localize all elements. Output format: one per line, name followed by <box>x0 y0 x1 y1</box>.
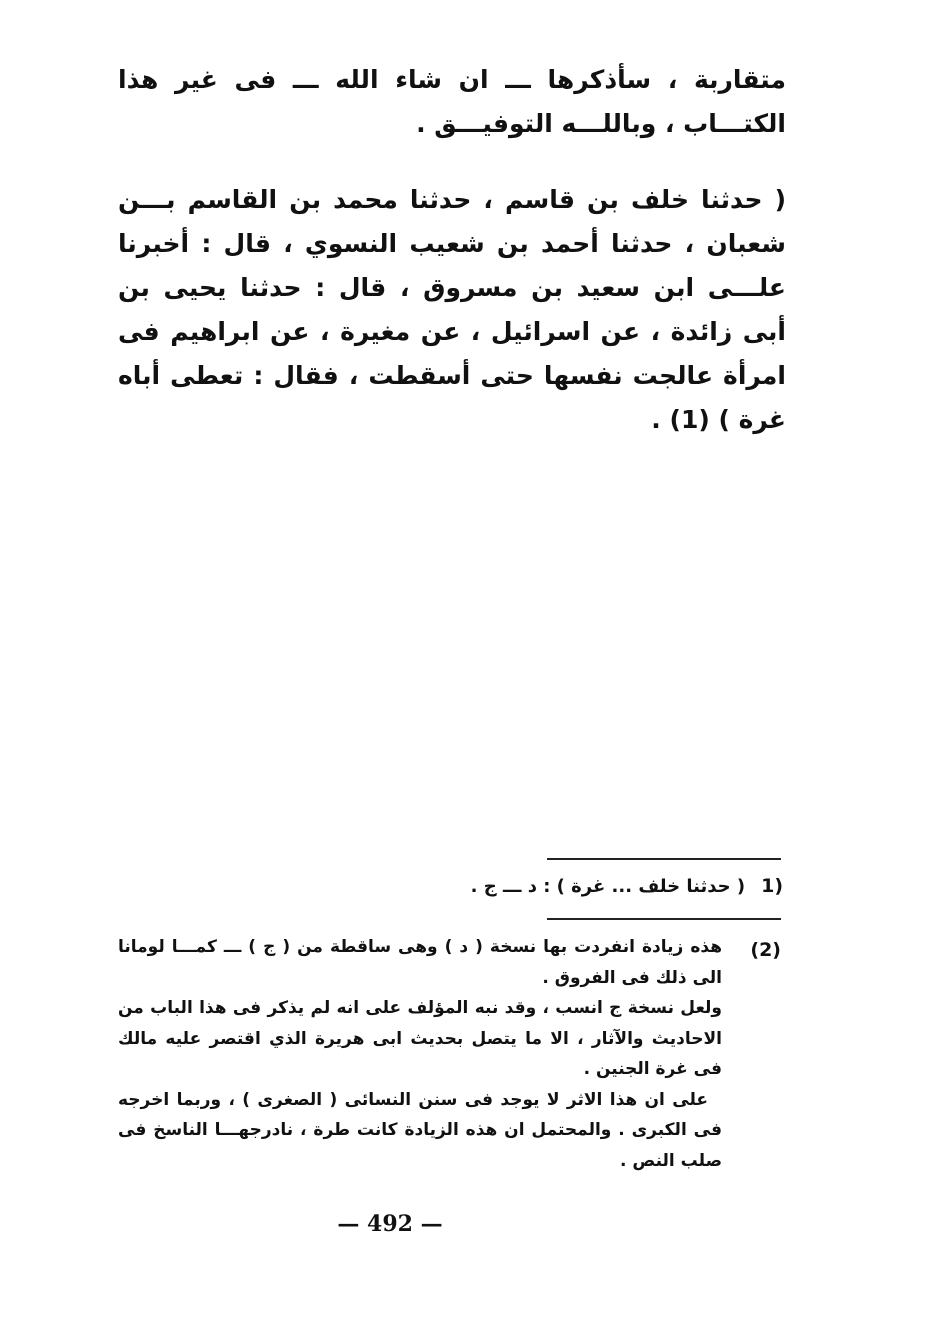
page-number: — 492 — <box>337 1211 443 1237</box>
footnote-1-text: ( حدثنا خلف ... غرة ) : د ـــ ج . <box>470 876 746 897</box>
footnote-2-line-3: على ان هذا الاثر لا يوجد فى سنن النسائى ( الصغرى ) ، وربما اخرجه فى الكبرى . والمحتمل ان هذه الزيادة كانت طرة ، نادرجهـــا الناسخ فى صلب النص . <box>118 1089 722 1171</box>
footnote-1 <box>471 872 783 901</box>
footnote-1-marker: (1 <box>761 875 783 897</box>
footnote-2-line-1: هذه زيادة انفردت بها نسخة ( د ) وهى ساقطة من ( ج ) ـــ كمـــا لومانا الى ذلك فى الفروق . <box>118 937 722 988</box>
body-paragraph-2: ( حدثنا خلف بن قاسم ، حدثنا محمد بن القاسم بـــن شعبان ، حدثنا أحمد بن شعيب النسوي ، قال : أخبرنا علـــى ابن سعيد بن مسروق ، قال : حدثنا يحيى بن أبى زائدة ، عن اسرائيل ، عن مغيرة ، عن ابراهيم فى امرأة عالجت نفسها حتى أسقطت ، فقال : تعطى أباه غرة ) (1) . <box>118 185 786 434</box>
footnote-separator-top <box>547 858 781 860</box>
footnote-2-line-2: ولعل نسخة ج انسب ، وقد نبه المؤلف على انه لم يذكر فى هذا الباب من الاحاديث والآثار ، الا ما يتصل بحديث ابى هريرة الذي اقتصر عليه مالك فى غرة الجنين . <box>118 998 722 1079</box>
body-paragraph-1: متقاربة ، سأذكرها ـــ ان شاء الله ـــ فى غير هذا الكتـــاب ، وباللـــه التوفيـــق . <box>118 65 786 138</box>
footnote-2 <box>118 932 722 1176</box>
footnote-2-marker: (2) <box>750 939 781 961</box>
footnote-separator-bottom <box>547 918 781 920</box>
